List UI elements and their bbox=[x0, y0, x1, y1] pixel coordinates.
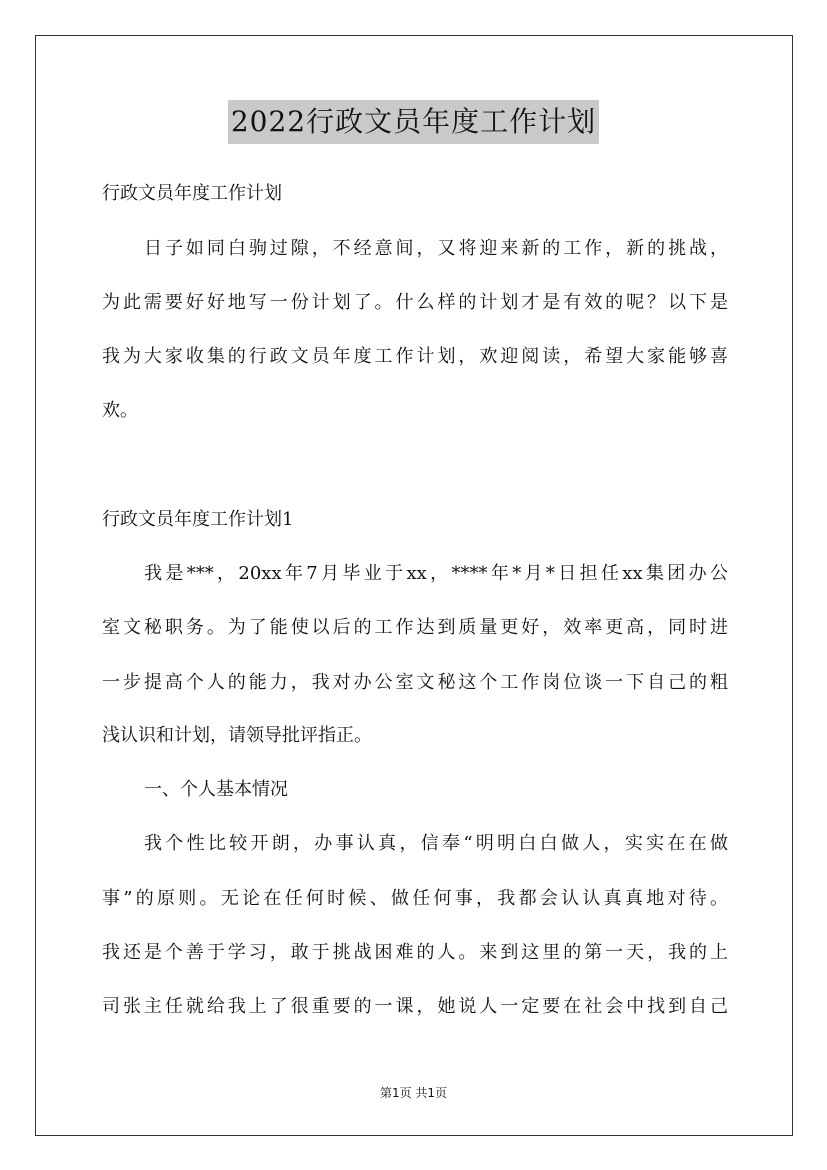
paragraph-line: 为此需要好好地写一份计划了。什么样的计划才是有效的呢？以下是 bbox=[102, 292, 728, 313]
paragraph-line: 我是***，20xx年7月毕业于xx，****年*月*日担任xx集团办公 bbox=[144, 563, 728, 584]
page-footer bbox=[0, 1085, 827, 1101]
subsection-heading: 一、个人基本情况 bbox=[144, 779, 288, 800]
paragraph-line: 我个性比较开朗，办事认真，信奉“明明白白做人，实实在在做 bbox=[144, 833, 728, 854]
paragraph-line: 室文秘职务。为了能使以后的工作达到质量更好，效率更高，同时进 bbox=[102, 617, 728, 638]
section-heading: 行政文员年度工作计划 bbox=[102, 183, 282, 204]
section-heading: 行政文员年度工作计划1 bbox=[102, 509, 294, 530]
document-title bbox=[0, 100, 827, 144]
paragraph-line: 事”的原则。无论在任何时候、做任何事，我都会认认真真地对待。 bbox=[102, 888, 728, 909]
paragraph-line: 司张主任就给我上了很重要的一课，她说人一定要在社会中找到自己 bbox=[102, 996, 728, 1017]
paragraph-line: 日子如同白驹过隙，不经意间，又将迎来新的工作，新的挑战， bbox=[144, 238, 728, 259]
paragraph-line: 欢。 bbox=[102, 400, 138, 421]
page-number: 第1页 共1页 bbox=[379, 1086, 448, 1100]
paragraph-line: 我为大家收集的行政文员年度工作计划，欢迎阅读，希望大家能够喜 bbox=[102, 346, 728, 367]
paragraph-line: 我还是个善于学习，敢于挑战困难的人。来到这里的第一天，我的上 bbox=[102, 942, 728, 963]
document-title-text: 2022行政文员年度工作计划 bbox=[228, 100, 599, 144]
paragraph-line: 一步提高个人的能力，我对办公室文秘这个工作岗位谈一下自己的粗 bbox=[102, 672, 728, 693]
paragraph-line: 浅认识和计划，请领导批评指正。 bbox=[102, 725, 372, 746]
